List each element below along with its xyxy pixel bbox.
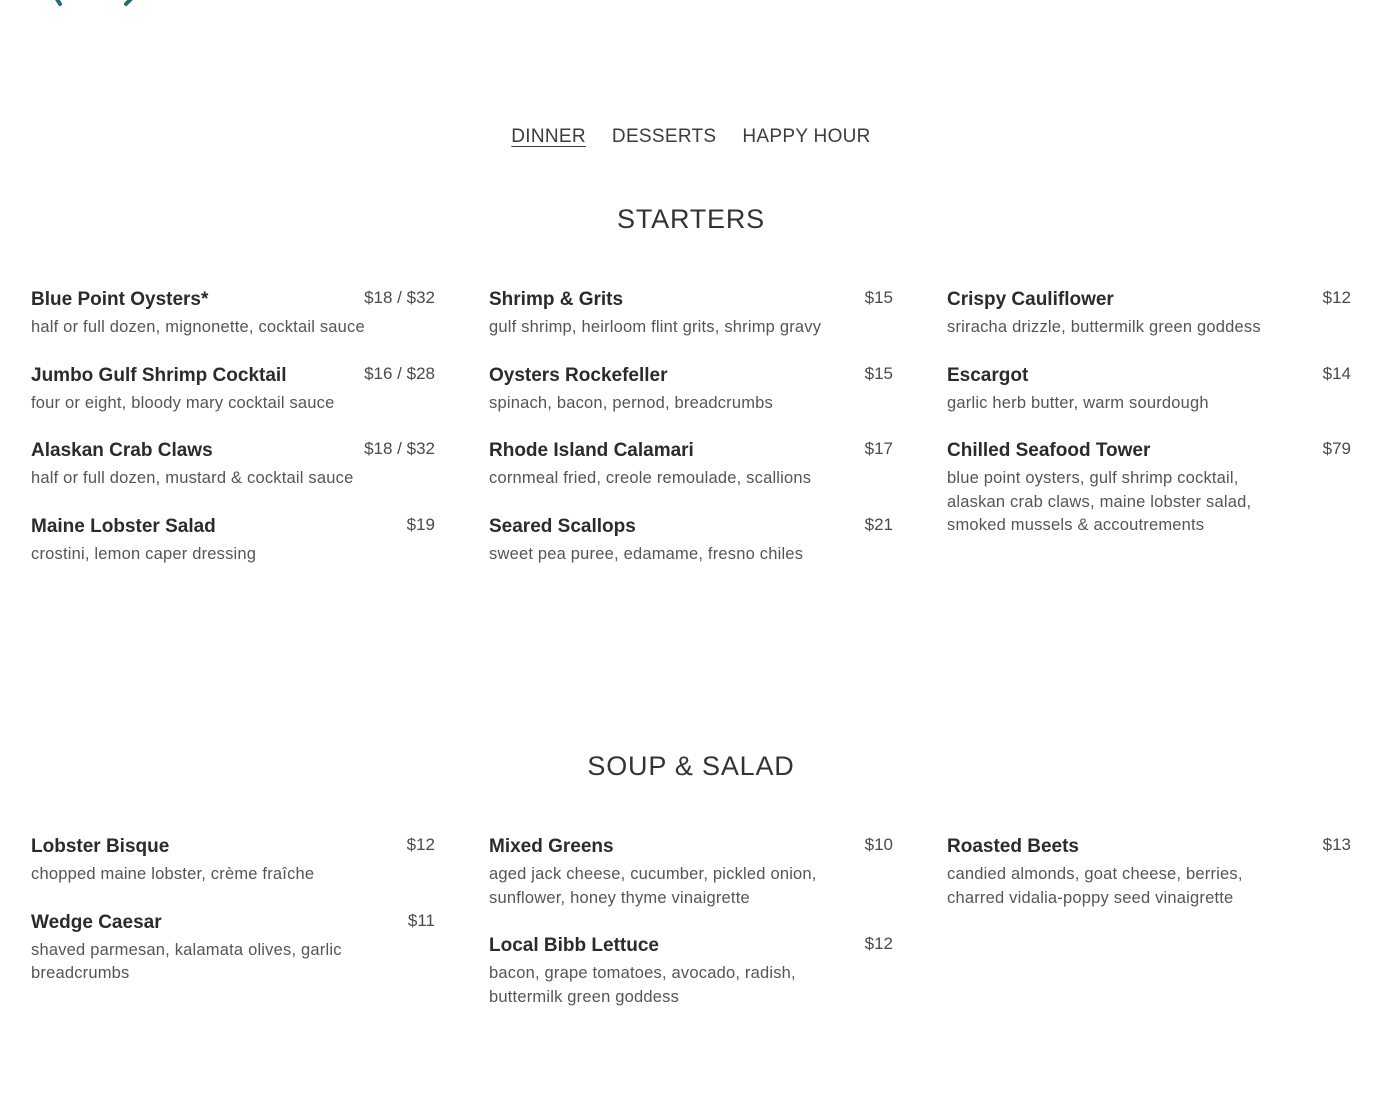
menu-item — [947, 835, 1351, 910]
section-title-soup-salad: SOUP & SALAD — [587, 751, 795, 781]
menu-item-price: $12 — [864, 934, 893, 953]
menu-item-name: Wedge Caesar — [31, 911, 162, 933]
menu-item-name: Alaskan Crab Claws — [31, 440, 213, 461]
menu-item-description: half or full dozen, mustard & cocktail sauce — [31, 469, 354, 487]
menu-item-description: bacon, grape tomatoes, avocado, radish, buttermilk green goddess — [489, 964, 796, 1006]
menu-item-name: Crispy Cauliflower — [947, 289, 1114, 310]
menu-item-description: gulf shrimp, heirloom flint grits, shrimp gravy — [489, 318, 822, 336]
menu-item-description: chopped maine lobster, crème fraîche — [31, 865, 315, 883]
menu-item-name: Escargot — [947, 364, 1029, 386]
menu-column — [489, 835, 893, 1033]
menu-item-price: $12 — [1322, 288, 1351, 307]
menu-item-header — [31, 364, 435, 388]
menu-item — [31, 911, 435, 986]
starters-grid — [31, 288, 1351, 590]
menu-item — [31, 364, 435, 416]
menu-item-header — [489, 288, 893, 312]
menu-item-description: shaved parmesan, kalamata olives, garlic breadcrumbs — [31, 940, 342, 982]
menu-item-name: Local Bibb Lettuce — [489, 935, 659, 956]
menu-item-name: Shrimp & Grits — [489, 289, 624, 310]
menu-item-header — [489, 515, 893, 539]
menu-item-header — [31, 439, 435, 463]
menu-item — [489, 364, 893, 416]
menu-item-header — [31, 835, 435, 859]
menu-column — [31, 288, 435, 590]
menu-item — [489, 835, 893, 910]
menu-item-price: $10 — [864, 835, 893, 854]
menu-item-header — [31, 515, 435, 539]
menu-item-description: spinach, bacon, pernod, breadcrumbs — [489, 393, 774, 412]
logo-fragment-icon — [30, 0, 150, 6]
menu-item-name: Jumbo Gulf Shrimp Cocktail — [31, 364, 287, 386]
menu-item-price: $17 — [864, 439, 893, 458]
menu-item-name: Rhode Island Calamari — [489, 440, 694, 461]
menu-item-name: Roasted Beets — [947, 836, 1079, 857]
menu-item-name: Blue Point Oysters* — [31, 289, 209, 310]
menu-item-price: $18 / $32 — [364, 288, 435, 307]
menu-item-name: Maine Lobster Salad — [31, 515, 216, 537]
menu-item-description: four or eight, bloody mary cocktail sauce — [31, 393, 335, 412]
menu-column — [947, 835, 1351, 934]
menu-item-price: $15 — [864, 363, 893, 383]
tab-dinner[interactable]: DINNER — [511, 126, 586, 147]
menu-column — [947, 288, 1351, 562]
menu-item — [31, 835, 435, 887]
tab-desserts[interactable]: DESSERTS — [611, 126, 717, 147]
menu-item — [31, 439, 435, 491]
menu-item-header — [489, 439, 893, 463]
menu-item-price: $13 — [1322, 835, 1351, 854]
menu-item-price: $21 — [864, 514, 893, 534]
soup-salad-grid — [31, 835, 1351, 1033]
menu-item-price: $18 / $32 — [364, 439, 435, 458]
section-title-starters: STARTERS — [617, 204, 765, 234]
menu-item-header — [489, 364, 893, 388]
menu-item — [489, 439, 893, 491]
menu-item — [489, 515, 893, 567]
menu-item-price: $16 / $28 — [364, 363, 435, 383]
menu-item — [947, 288, 1351, 340]
menu-item-header — [947, 364, 1351, 388]
menu-item-header — [947, 439, 1351, 463]
menu-item-header — [489, 835, 893, 859]
menu-item-description: crostini, lemon caper dressing — [31, 544, 257, 563]
menu-item-description: half or full dozen, mignonette, cocktail sauce — [31, 318, 365, 336]
menu-column — [31, 835, 435, 1010]
menu-item-price: $19 — [406, 514, 435, 534]
menu-item — [489, 934, 893, 1009]
menu-item-description: sweet pea puree, edamame, fresno chiles — [489, 544, 804, 563]
menu-item-header — [947, 288, 1351, 312]
menu-item-price: $79 — [1322, 439, 1351, 458]
menu-item-name: Lobster Bisque — [31, 836, 170, 857]
menu-item-header — [489, 934, 893, 958]
menu-column — [489, 288, 893, 590]
menu-item-price: $15 — [864, 288, 893, 307]
menu-item-price: $14 — [1322, 363, 1351, 383]
menu-item — [31, 288, 435, 340]
menu-item-description: sriracha drizzle, buttermilk green goddess — [947, 318, 1261, 336]
menu-item-name: Oysters Rockefeller — [489, 364, 668, 386]
menu-item-name: Mixed Greens — [489, 836, 614, 857]
menu-item-header — [31, 911, 435, 935]
menu-item-name: Chilled Seafood Tower — [947, 440, 1151, 461]
menu-item-description: cornmeal fried, creole remoulade, scallions — [489, 469, 812, 487]
menu-item-description: candied almonds, goat cheese, berries, charred vidalia-poppy seed vinaigrette — [947, 865, 1243, 907]
menu-item-header — [31, 288, 435, 312]
menu-item-name: Seared Scallops — [489, 515, 636, 537]
menu-item — [31, 515, 435, 567]
menu-item — [947, 439, 1351, 538]
menu-item-price: $12 — [406, 835, 435, 854]
menu-item — [489, 288, 893, 340]
menu-item-header — [947, 835, 1351, 859]
menu-item-description: aged jack cheese, cucumber, pickled onion, sunflower, honey thyme vinaigrette — [489, 865, 817, 907]
menu-item — [947, 364, 1351, 416]
tab-happy-hour[interactable]: HAPPY HOUR — [742, 126, 871, 147]
menu-item-description: blue point oysters, gulf shrimp cocktail, alaskan crab claws, maine lobster salad, smoked mussels & accoutrements — [947, 469, 1252, 534]
menu-item-price: $11 — [407, 910, 435, 930]
menu-item-description: garlic herb butter, warm sourdough — [947, 393, 1209, 412]
menu-tabs — [0, 126, 1382, 150]
